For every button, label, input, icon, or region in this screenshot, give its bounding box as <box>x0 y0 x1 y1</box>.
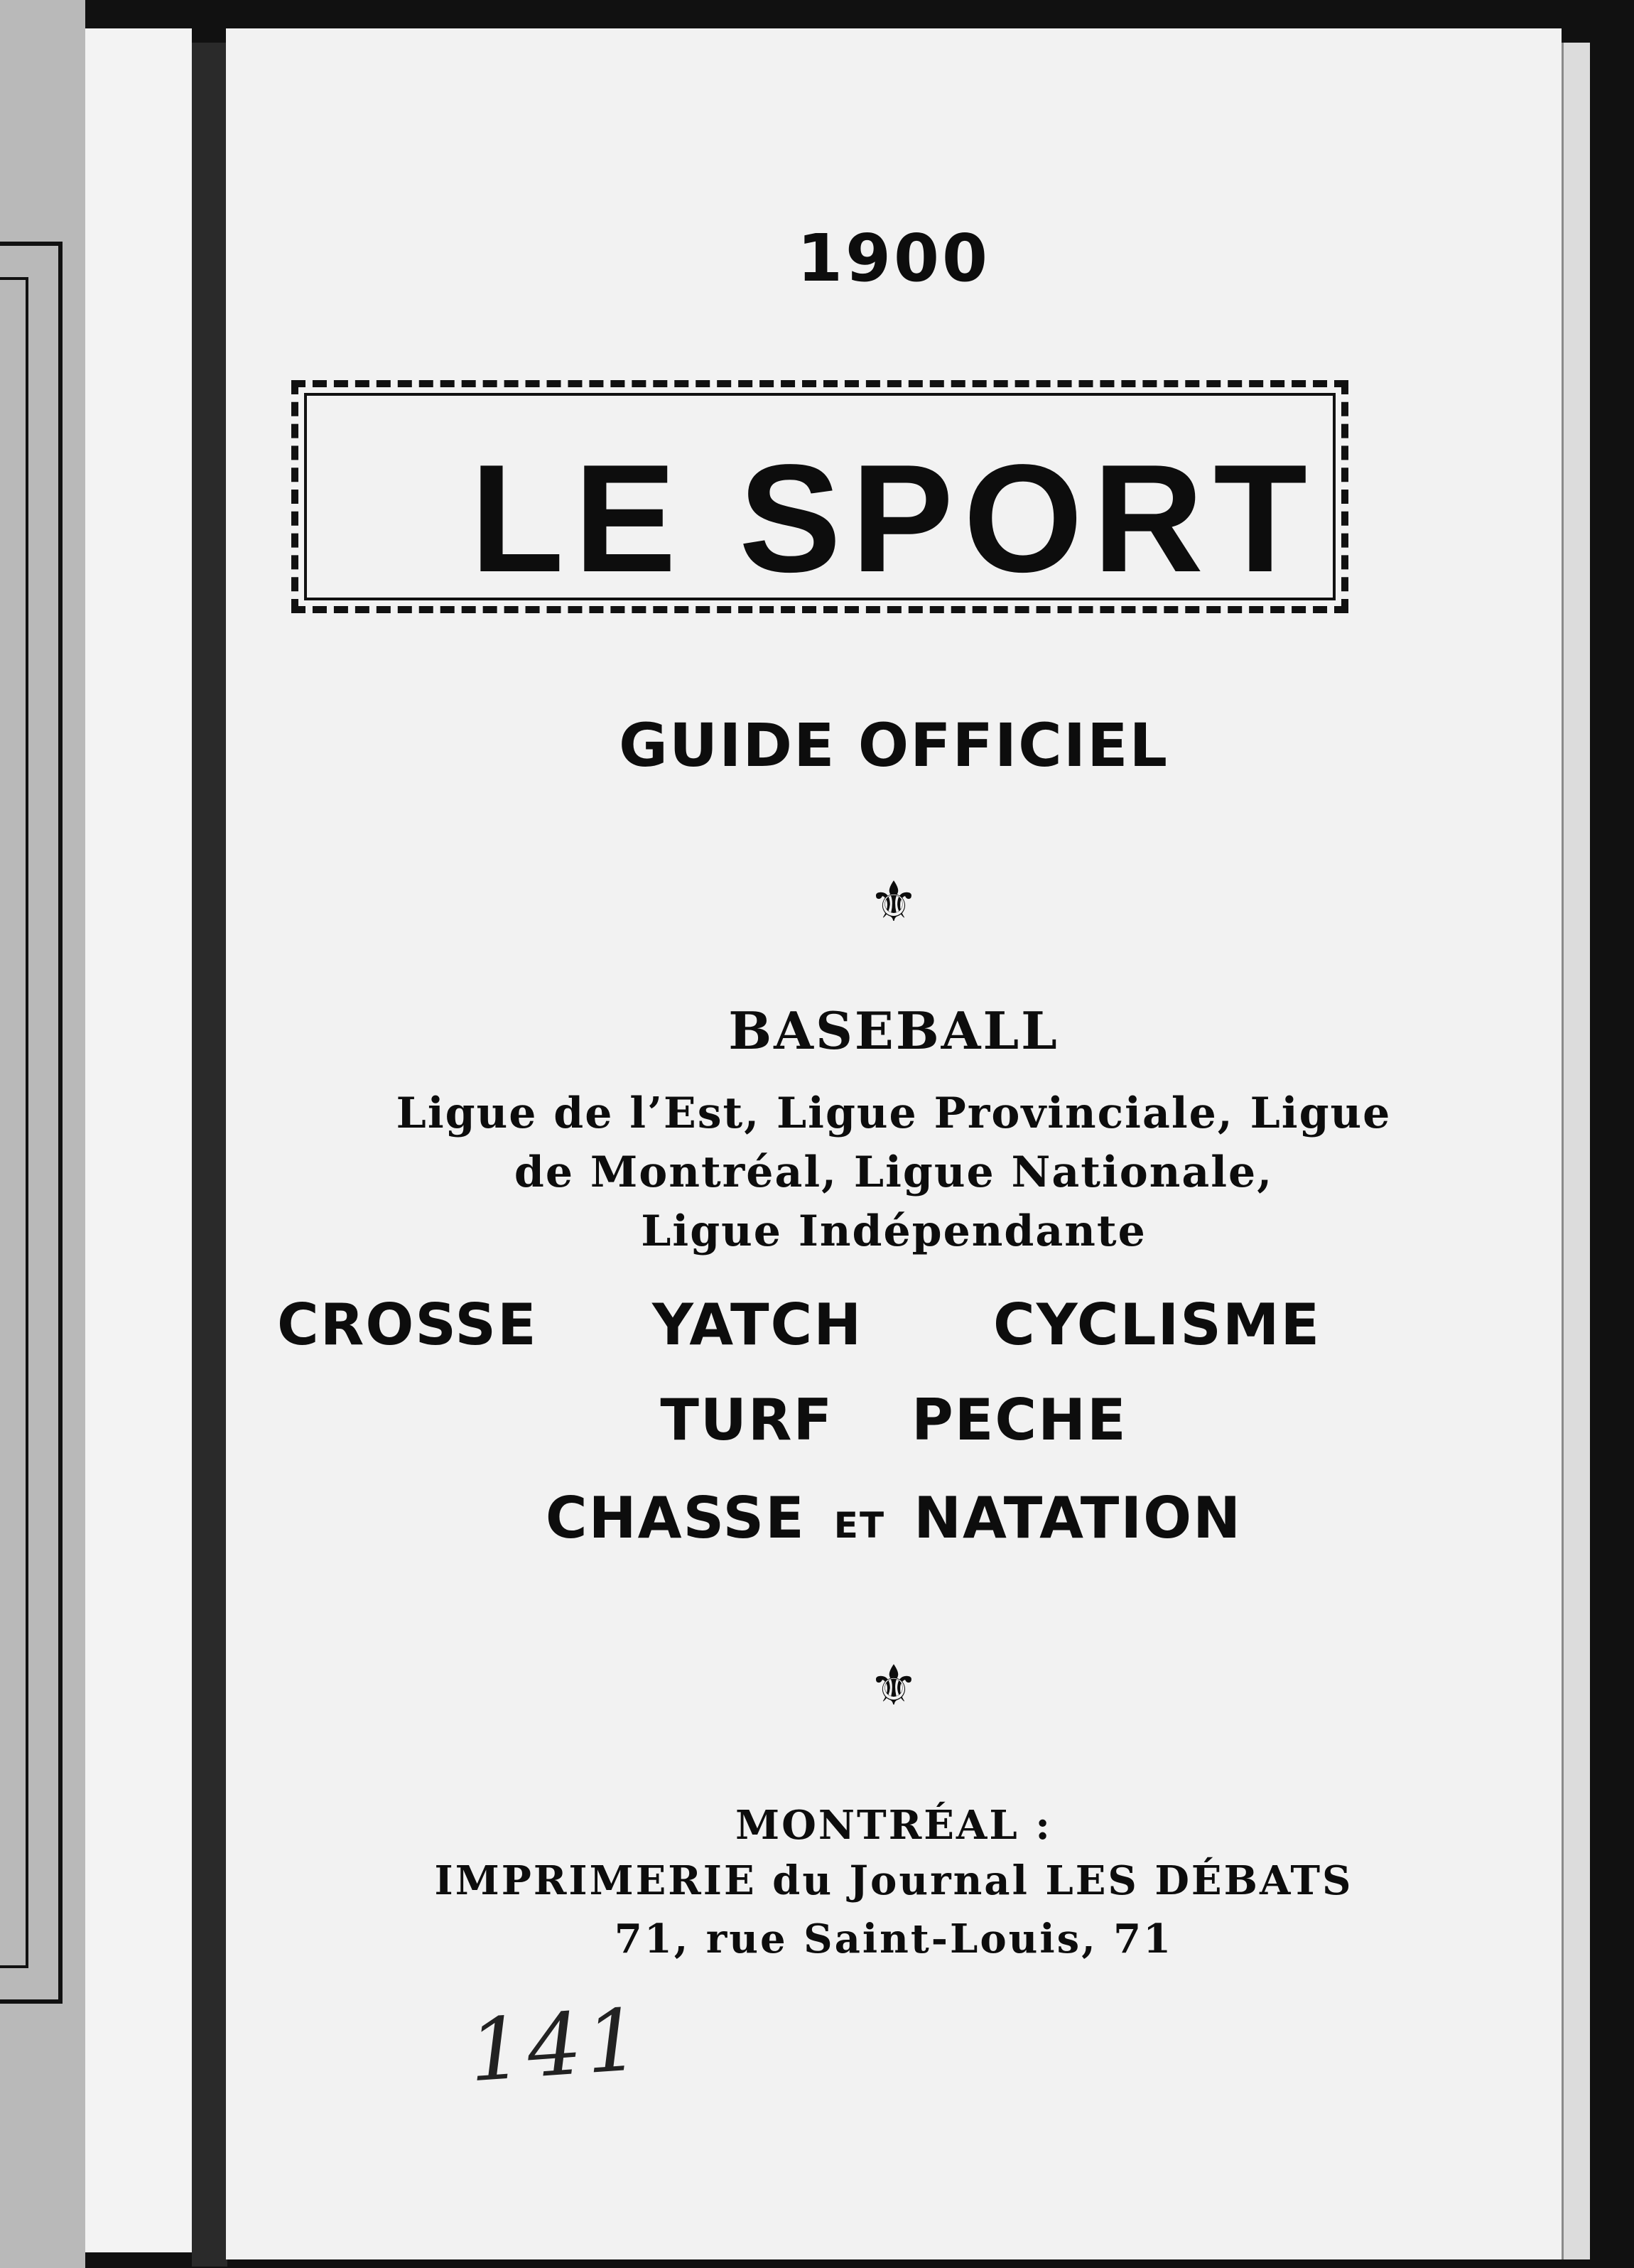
publisher-printer: IMPRIMERIE du Journal LES DÉBATS <box>434 1857 1353 1904</box>
handwritten-number: 141 <box>465 1990 648 2102</box>
joiner-et: ET <box>833 1505 886 1546</box>
section-heading-baseball: BASEBALL <box>728 1000 1059 1061</box>
sport-turf: TURF <box>660 1387 834 1453</box>
page-gutter-light <box>85 28 192 2252</box>
sports-row-1 <box>226 1292 1562 1363</box>
publisher-address: 71, rue Saint-Louis, 71 <box>614 1916 1174 1962</box>
leagues-line-2: de Montréal, Ligue Nationale, <box>514 1148 1274 1197</box>
fleur-de-lis-icon: ⚜ <box>869 870 919 934</box>
leagues-line-3: Ligue Indépendante <box>641 1206 1147 1256</box>
publisher-city: MONTRÉAL : <box>735 1802 1052 1849</box>
sport-cyclisme: CYCLISME <box>993 1292 1321 1358</box>
title-page <box>226 28 1562 2259</box>
sport-yatch: YATCH <box>652 1292 863 1358</box>
cover-frame-inner <box>0 277 28 1968</box>
sport-natation: NATATION <box>914 1485 1243 1551</box>
page-title: LE SPORT <box>470 432 1318 604</box>
sports-row-2 <box>226 1387 1562 1453</box>
page-gutter-shadow <box>192 43 227 2267</box>
leagues-line-1: Ligue de l’Est, Ligue Provinciale, Ligue <box>396 1089 1392 1138</box>
page-subtitle: GUIDE OFFICIEL <box>619 711 1169 780</box>
sport-chasse: CHASSE <box>545 1485 806 1551</box>
publication-year: 1900 <box>796 220 991 296</box>
fleur-de-lis-icon: ⚜ <box>869 1654 919 1718</box>
sport-crosse: CROSSE <box>277 1292 538 1358</box>
page-stack-edge <box>1562 43 1590 2259</box>
sport-peche: PECHE <box>911 1387 1127 1453</box>
sports-row-3 <box>226 1485 1562 1551</box>
